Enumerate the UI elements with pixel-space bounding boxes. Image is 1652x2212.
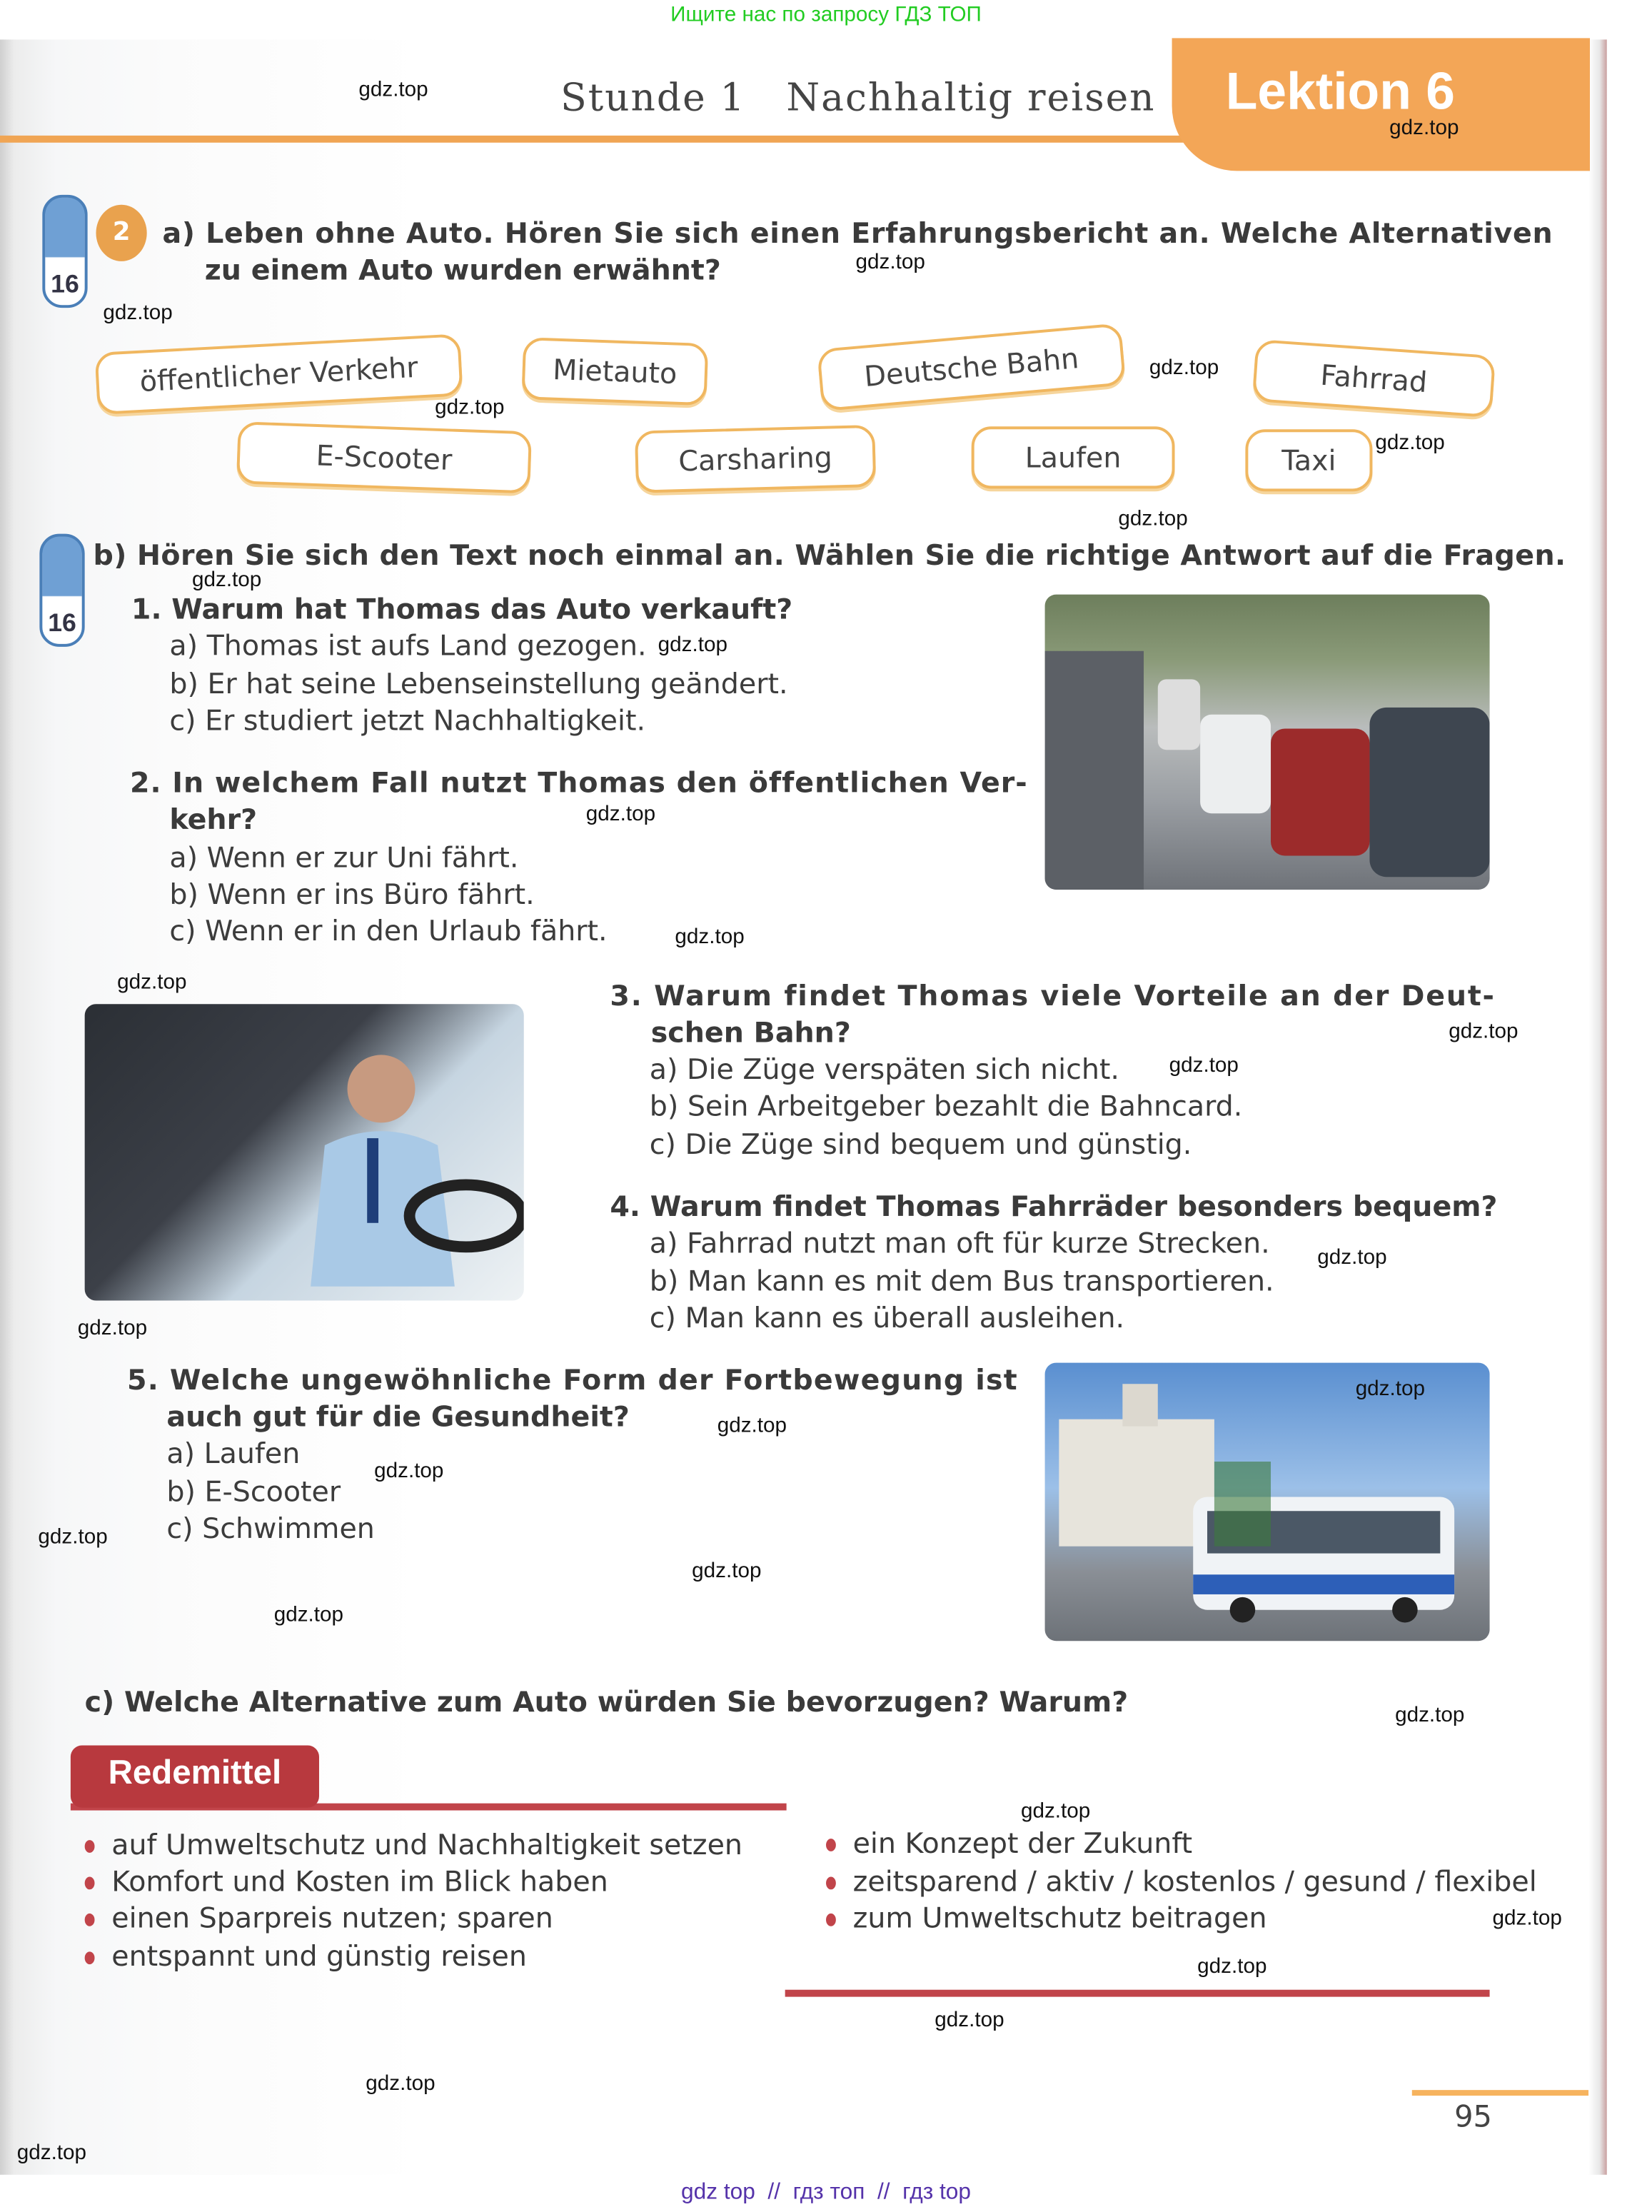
bus-driver-photo: [85, 1004, 524, 1300]
watermark: gdz.top: [1169, 1053, 1239, 1078]
task-a-line2: zu einem Auto wurden erwähnt?: [204, 253, 721, 287]
watermark: gdz.top: [1020, 1799, 1091, 1824]
lesson-title: Lektion 6: [1225, 62, 1455, 121]
watermark: gdz.top: [77, 1316, 148, 1340]
watermark: gdz.top: [1389, 116, 1459, 140]
answer[interactable]: c) Schwimmen: [166, 1511, 375, 1545]
page-number: 95: [1454, 2099, 1493, 2134]
watermark: gdz.top: [358, 77, 428, 102]
watermark: gdz.top: [1317, 1245, 1387, 1270]
question-2: 2. In welchem Fall nutzt Thomas den öffentlichen Ver-: [129, 765, 1028, 800]
task-b: b) Hören Sie sich den Text noch einmal an. Wählen Sie die richtige Antwort auf die Fragen.: [93, 538, 1566, 573]
answer[interactable]: c) Die Züge sind bequem und günstig.: [649, 1127, 1192, 1161]
chip: Taxi: [1245, 429, 1372, 491]
task-a-line1: a) Leben ohne Auto. Hören Sie sich einen Erfahrungsbericht an. Welche Alternativen: [162, 216, 1553, 251]
audio-icon[interactable]: [42, 195, 87, 308]
answer[interactable]: b) Sein Arbeitgeber bezahlt die Bahncard.: [649, 1088, 1243, 1123]
watermark: gdz.top: [1149, 356, 1219, 381]
page-number-line: [1412, 2090, 1588, 2096]
header-line: [0, 136, 1193, 143]
watermark: gdz.top: [692, 1559, 762, 1584]
audio-icon[interactable]: [39, 534, 84, 647]
question-2-cont: kehr?: [169, 802, 258, 836]
watermark: gdz.top: [117, 970, 187, 995]
chip: E-Scooter: [236, 421, 532, 493]
question-3-cont: schen Bahn?: [650, 1015, 851, 1050]
watermark: gdz.top: [38, 1525, 108, 1549]
audio-track: 16: [51, 269, 79, 298]
watermark: gdz.top: [103, 301, 173, 325]
phrase-item: ein Konzept der Zukunft: [826, 1826, 1192, 1859]
chip: Laufen: [972, 426, 1175, 488]
task-c: c) Welche Alternative zum Auto würden Sie bevorzugen? Warum?: [84, 1684, 1129, 1719]
answer[interactable]: b) Er hat seine Lebenseinstellung geändert.: [169, 666, 788, 700]
watermark: gdz.top: [366, 2071, 435, 2096]
chip: öffentlicher Verkehr: [95, 333, 463, 415]
answer[interactable]: b) E-Scooter: [166, 1474, 341, 1509]
phrase-item: entspannt und günstig reisen: [85, 1939, 527, 1973]
page-edge: [1588, 39, 1607, 2174]
cars-illustration: [1045, 595, 1490, 890]
phrase-item: zeitsparend / aktiv / kostenlos / gesund / flexibel: [826, 1864, 1537, 1898]
question-4: 4. Warum findet Thomas Fahrräder besonders bequem?: [610, 1189, 1498, 1223]
page-title: Stunde 1 Nachhaltig reisen: [560, 76, 1156, 121]
trolleybus-photo: [1045, 1363, 1490, 1642]
watermark: gdz.top: [16, 2141, 87, 2165]
watermark: gdz.top: [585, 802, 656, 827]
audio-track: 16: [48, 608, 76, 637]
question-5-cont: auch gut für die Gesundheit?: [166, 1399, 630, 1434]
watermark: gdz.top: [191, 568, 262, 592]
phrase-item: einen Sparpreis nutzen; sparen: [85, 1901, 553, 1934]
watermark: gdz.top: [1355, 1377, 1426, 1401]
top-note: Ищите нас по запросу ГДЗ ТОП: [670, 2, 982, 27]
trolleybus-illustration: [1045, 1363, 1490, 1642]
redemittel-title: Redemittel: [71, 1746, 319, 1808]
watermark: gdz.top: [1118, 507, 1188, 531]
answer[interactable]: a) Fahrrad nutzt man oft für kurze Strecken.: [649, 1225, 1270, 1260]
answer[interactable]: a) Wenn er zur Uni fährt.: [169, 840, 519, 875]
driver-illustration: [85, 1004, 524, 1300]
watermark: gdz.top: [717, 1413, 787, 1438]
answer[interactable]: b) Man kann es mit dem Bus transportieren.: [649, 1264, 1274, 1298]
footer-links[interactable]: gdz top // гдз топ // гдз top: [681, 2180, 971, 2205]
watermark: gdz.top: [855, 250, 925, 274]
watermark: gdz.top: [935, 2008, 1004, 2033]
answer[interactable]: a) Laufen: [166, 1436, 301, 1470]
answer[interactable]: a) Thomas ist aufs Land gezogen.: [169, 628, 647, 663]
answer[interactable]: b) Wenn er ins Büro fährt.: [169, 877, 535, 911]
question-1: 1. Warum hat Thomas das Auto verkauft?: [131, 591, 793, 626]
watermark: gdz.top: [435, 395, 505, 420]
redemittel-line-bottom: [785, 1990, 1490, 1997]
watermark: gdz.top: [273, 1602, 344, 1627]
chip: Mietauto: [521, 337, 708, 406]
question-3: 3. Warum findet Thomas viele Vorteile an der Deut-: [610, 978, 1496, 1013]
answer[interactable]: c) Wenn er in den Urlaub fährt.: [169, 913, 608, 948]
answer[interactable]: a) Die Züge verspäten sich nicht.: [649, 1052, 1119, 1086]
watermark: gdz.top: [1197, 1954, 1267, 1979]
watermark: gdz.top: [1395, 1703, 1465, 1727]
watermark: gdz.top: [374, 1459, 444, 1483]
traffic-jam-photo: [1045, 595, 1490, 890]
phrase-item: zum Umweltschutz beitragen: [826, 1901, 1267, 1934]
watermark: gdz.top: [1375, 431, 1445, 455]
chip: Carsharing: [635, 425, 876, 493]
chip: Fahrrad: [1252, 339, 1496, 418]
watermark: gdz.top: [1449, 1019, 1518, 1044]
watermark: gdz.top: [675, 925, 745, 950]
question-5: 5. Welche ungewöhnliche Form der Fortbewegung ist: [127, 1362, 1018, 1397]
exercise-number: 2: [96, 205, 146, 261]
watermark: gdz.top: [1492, 1906, 1562, 1931]
phrase-item: auf Umweltschutz und Nachhaltigkeit setzen: [85, 1827, 742, 1861]
chip: Deutsche Bahn: [817, 323, 1126, 411]
answer[interactable]: c) Man kann es überall ausleihen.: [649, 1300, 1125, 1335]
phrase-item: Komfort und Kosten im Blick haben: [85, 1864, 608, 1898]
answer[interactable]: c) Er studiert jetzt Nachhaltigkeit.: [169, 703, 646, 738]
watermark: gdz.top: [658, 633, 727, 657]
